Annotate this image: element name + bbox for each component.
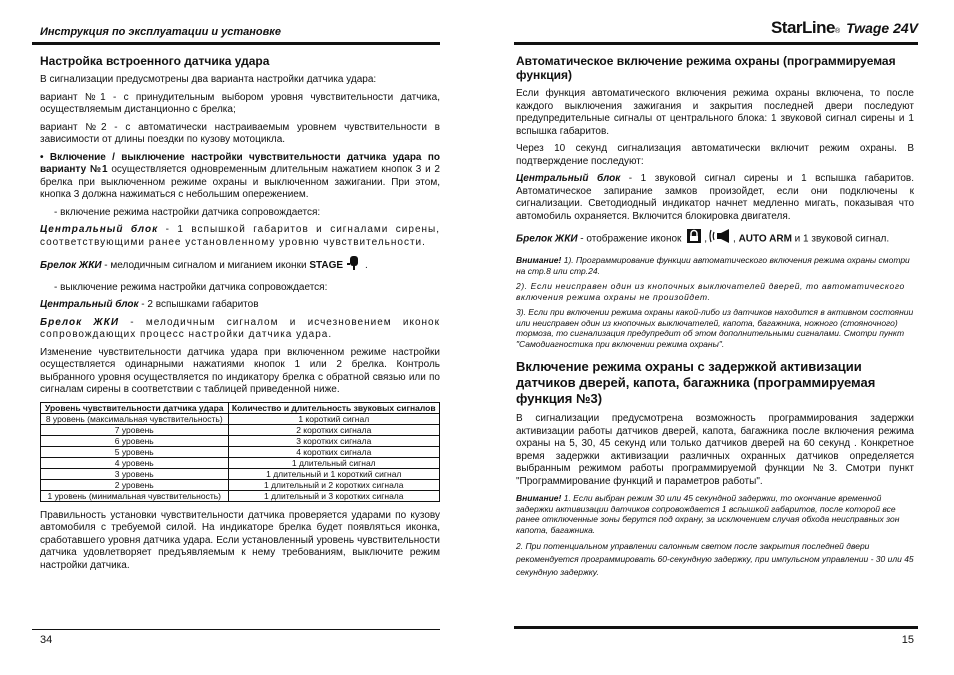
central-unit-label-2: Центральный блок bbox=[40, 299, 139, 310]
note-block-4 bbox=[516, 493, 914, 535]
intro-paragraph: В сигнализации предусмотрены два варианта настройки датчика удара: bbox=[40, 74, 377, 85]
header-rule bbox=[32, 42, 440, 45]
stage-word: STAGE bbox=[309, 259, 344, 271]
table-row bbox=[41, 413, 440, 424]
auto-arm-paragraph-2: Через 10 секунд сигнализация автоматически включит режим охраны. В подтверждение последуют: bbox=[516, 143, 914, 167]
table-cell-level: 1 уровень (минимальная чувствительность) bbox=[41, 490, 229, 501]
table-cell-level: 5 уровень bbox=[41, 446, 229, 457]
delay-paragraph: В сигнализации предусмотрена возможность программирования задержки активизации работы датчиков дверей, капота, багажника после включения режима охраны на 5, 30, 45 секунд или только датчиков дверей на 60 секунд . Конкретное время задержки активизации различных охранных датчиков определяется выбранным режимом работы программируемой функции №3. Смотри пункт "Программирование функций и параметров работы". bbox=[516, 413, 914, 487]
page-number-right: 15 bbox=[901, 634, 914, 646]
section-title-shock-sensor: Настройка встроенного датчика удара bbox=[40, 54, 270, 68]
auto-arm-paragraph-1: Если функция автоматического включения режима охраны включена, то после каждого выключения зажигания и закрытия последней двери последуют предупредительные сигналы от центрального блока: 1 звуковой сигнал сирены и 1 вспышка габаритов. bbox=[516, 88, 914, 137]
note-3-text: 3). Если при включении режима охраны какой-либо из датчиков находится в активном состоянии или неисправен один из кнопочных выключателей, капота, багажника, ножного (стояночного) тормоза, то сигнализация предупредит об этом дополнительными сигналами. Смотри пункт "Самодиагностика при включении режима охраны". bbox=[516, 307, 914, 349]
central-unit-enable-text: - 1 вспышкой габаритов и сигналами сирены, соответствующими ранее установленному уровню чувствительности. bbox=[40, 224, 440, 248]
bullet-text: осуществляется одновременным длительным нажатием кнопок 3 и 2 брелка при выключенном режиме охраны и выключенном зажигании. При этом, кнопка 3 должна нажиматься с небольшим опережением. bbox=[40, 164, 440, 200]
note-block-1 bbox=[516, 255, 914, 276]
central-unit-disable-text: - 2 вспышками габаритов bbox=[138, 299, 259, 310]
remote-auto-text: - отображение иконок bbox=[577, 233, 685, 245]
bullet-bold-text: • Включение / выключение настройки чувствительности датчика удара по варианту №1 bbox=[40, 151, 440, 175]
table-header-level: Уровень чувствительности датчика удара bbox=[41, 402, 229, 413]
remote-auto-tail: и 1 звуковой сигнал. bbox=[791, 233, 890, 245]
remote-auto-paragraph bbox=[516, 228, 914, 250]
section-title-auto-arm: Автоматическое включение режима охраны (программируемая функция) bbox=[516, 54, 896, 82]
central-unit-disable-paragraph bbox=[40, 299, 440, 312]
table-cell-signals: 1 длительный и 2 коротких сигнала bbox=[228, 479, 439, 490]
sensitivity-table bbox=[40, 402, 440, 502]
table-row bbox=[41, 479, 440, 490]
remote-label-right: Брелок ЖКИ bbox=[516, 233, 578, 245]
remote-label-2: Брелок ЖКИ bbox=[40, 316, 120, 328]
remote-enable-text: - мелодичным сигналом и миганием иконки bbox=[101, 259, 310, 271]
note-label-4: Внимание! bbox=[516, 493, 562, 503]
central-unit-label: Центральный блок bbox=[40, 224, 159, 235]
right-page bbox=[514, 0, 918, 675]
remote-disable-text: - мелодичным сигналом и исчезновением иконок сопровождающих процесс настройки датчика удара. bbox=[40, 316, 440, 340]
stage-icon bbox=[345, 254, 363, 277]
horn-icon bbox=[709, 228, 731, 250]
separator-2: , bbox=[733, 233, 736, 245]
central-unit-label-right: Центральный блок bbox=[516, 173, 621, 184]
note-4-text: 1. Если выбран режим 30 или 45 секундной задержки, то окончание временной задержки активизации датчиков сопровождается 1 вспышкой габаритов, после которой все ранее отключенные зоны берутся под охрану, за исключением случая обхода неисправных зон капота, багажника. bbox=[516, 493, 900, 535]
table-row bbox=[41, 446, 440, 457]
note-1-text: 1). Программирование функции автоматического включения режима охраны смотри на стр.8 или стр.24. bbox=[516, 255, 910, 276]
table-header-row bbox=[41, 402, 440, 413]
remote-disable-paragraph bbox=[40, 317, 440, 342]
table-row bbox=[41, 424, 440, 435]
header-rule-right bbox=[514, 42, 918, 45]
table-row bbox=[41, 468, 440, 479]
table-cell-signals: 1 длительный и 3 коротких сигнала bbox=[228, 490, 439, 501]
footer-rule bbox=[32, 629, 440, 630]
final-paragraph: Правильность установки чувствительности датчика проверяется ударами по кузову автомобиля с требуемой силой. На индикаторе брелка будет появляться иконка, сработавшего уровня датчика удара. Если установленный уровень чувствительности датчика удовлетворяет предъявляемым к нему требованиям, выключите режим настройки датчика. bbox=[40, 509, 440, 571]
separator-1: , bbox=[704, 233, 707, 245]
bullet-paragraph bbox=[40, 152, 440, 202]
lock-icon bbox=[686, 228, 702, 250]
footer-rule-right bbox=[514, 626, 918, 629]
auto-arm-label: AUTO ARM bbox=[738, 233, 792, 245]
note-5-text: 2. При потенциальном управлении салонным светом после закрытия последней двери рекомендуется программировать 60-секундную задержку, при импульсном управлении - 30 или 45 секундную задержку. bbox=[516, 541, 914, 577]
table-cell-level: 6 уровень bbox=[41, 435, 229, 446]
stage-tail: . bbox=[365, 259, 368, 271]
remote-enable-paragraph bbox=[40, 254, 440, 277]
table-header-signals: Количество и длительность звуковых сигналов bbox=[228, 402, 439, 413]
brand-header bbox=[771, 18, 918, 38]
table-cell-level: 4 уровень bbox=[41, 457, 229, 468]
table-cell-signals: 3 коротких сигнала bbox=[228, 435, 439, 446]
note-2-text: 2). Если неисправен один из кнопочных выключателей дверей, то автоматического включения режима охраны не произойдет. bbox=[516, 281, 905, 302]
enable-line: - включение режима настройки датчика сопровождается: bbox=[54, 206, 321, 218]
table-row bbox=[41, 490, 440, 501]
table-cell-signals: 1 длительный и 1 короткий сигнал bbox=[228, 468, 439, 479]
table-cell-signals: 2 коротких сигнала bbox=[228, 424, 439, 435]
disable-line: - выключение режима настройки датчика сопровождается: bbox=[54, 281, 328, 293]
change-sensitivity-paragraph: Изменение чувствительности датчика удара при включенном режиме настройки осуществляется одинарными нажатиями кнопок 1 или 2 брелка. Контроль выбранного уровня осуществляется по индикатору брелка с обратной связью или по сигналам сирены в соответствии с таблицей приведенной ниже. bbox=[40, 346, 440, 395]
table-row bbox=[41, 435, 440, 446]
table-cell-level: 7 уровень bbox=[41, 424, 229, 435]
note-label-1: Внимание! bbox=[516, 255, 562, 265]
table-cell-level: 8 уровень (максимальная чувствительность) bbox=[41, 413, 229, 424]
registered-mark: ® bbox=[834, 28, 841, 35]
starline-logo: StarLine bbox=[770, 18, 835, 37]
table-cell-level: 2 уровень bbox=[41, 479, 229, 490]
left-content bbox=[40, 54, 440, 577]
table-cell-level: 3 уровень bbox=[41, 468, 229, 479]
central-unit-enable-paragraph bbox=[40, 224, 440, 249]
variant-1-paragraph: вариант №1 - с принудительным выбором уровня чувствительности датчика, осуществляемым дистанционно с брелка; bbox=[40, 91, 440, 115]
sensitivity-table-body bbox=[41, 413, 440, 501]
remote-label: Брелок ЖКИ bbox=[40, 259, 102, 271]
running-header: Инструкция по эксплуатации и установке bbox=[40, 26, 281, 38]
section-title-delay: Включение режима охраны с задержкой активизации датчиков дверей, капота, багажника (программируемая функция №3) bbox=[516, 359, 876, 406]
table-cell-signals: 4 коротких сигнала bbox=[228, 446, 439, 457]
table-row bbox=[41, 457, 440, 468]
table-cell-signals: 1 короткий сигнал bbox=[228, 413, 439, 424]
page-number-left: 34 bbox=[40, 634, 53, 646]
left-page bbox=[32, 0, 440, 675]
central-unit-auto-paragraph bbox=[516, 173, 914, 223]
variant-2-paragraph: вариант №2 - с автоматически настраиваемым уровнем чувствительности в зависимости от длины поездки по кузову мотоцикла. bbox=[40, 121, 440, 145]
central-unit-auto-text: - 1 звуковой сигнал сирены и 1 вспышка габаритов. Автоматическое запирание замков произойдет, если они подключены к сигнализации. Светодиодный индикатор начнет медленно мигать, показывая что автомобиль охраняется. Включится блокировка двигателя. bbox=[516, 173, 914, 222]
right-content bbox=[516, 54, 914, 584]
model-name: Twage 24V bbox=[846, 20, 918, 36]
table-cell-signals: 1 длительный сигнал bbox=[228, 457, 439, 468]
